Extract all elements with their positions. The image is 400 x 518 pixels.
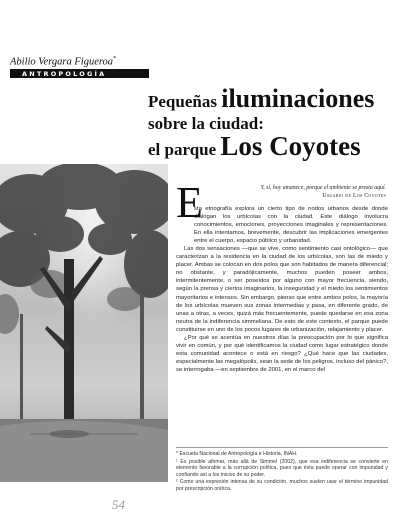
author-name: Abilio Vergara Figueroa* — [10, 56, 117, 68]
article-title: Pequeñas iluminaciones sobre la ciudad: el parque Los Coyotes — [148, 84, 375, 161]
paragraph: ¿Por qué se acentúa en nuestros días la preocupación por lo que significa vivir en común, y por qué identificamos la ciudad como lugar estratégico donde esta comunidad acontece o está en riesgo? ¿Qué hace que las ciudades, especialmente las megalópolis, sean la sede de los peligros, incluso del pánico?, se interrogaba —en septiembre de 2001, en el marco del — [176, 334, 388, 373]
paragraph: Las dos sensaciones —que se vive, como sentimiento casi ontológico— que caracterizan a la residencia en la ciudad de los urbícolas, son las de miedo y placer. Ambas se colocan en dos polos que son habitados de manera diferencial; no obstante, y paradójicamente, muchos pueden poseer ambos, intermitentemente, o ser poseídos por alguno con mayor frecuencia, siendo, según la prensa y ciertos imaginarios, la inseguridad y el miedo los sentimientos mayoritarios e intensos. Sin embargo, pienso que entre ambos polos, la mayoría de los urbícolas mueven sus zonas intermedias y pasa, en diferente grado, de unas a otras, a veces, quizá más frecuentemente, puede quedarse en esa zona neutra de la indiferencia simmeliana. De esto de este contexto, el parque puede constituirse en uno de los pocos lugares de urbanización, relajamiento y placer. — [176, 246, 388, 333]
section-label: ANTROPOLOGÍA — [22, 69, 107, 78]
article-body — [176, 205, 388, 374]
footnotes — [176, 447, 388, 494]
section-divider — [148, 69, 149, 78]
footnote: ¹ Es posible afirmar, más allá de Simmel (2002), que esa indiferencia se convierte en elemento favorable a la corrupción política, pues que ésta puede operar con impunidad y confiando así a los inicios de su poder. — [176, 458, 388, 478]
epigraph-source: Usuario de Los Coyotes — [322, 193, 386, 199]
epigraph — [186, 184, 386, 200]
drop-cap: E — [176, 178, 203, 227]
epigraph-quote: Y, sí, hoy amanece, porque el ambiente se presta aquí. — [260, 185, 386, 191]
footnote: * Escuela Nacional de Antropología e Historia, INAH. — [176, 451, 298, 457]
page-number: 54 — [112, 497, 125, 512]
park-photo — [0, 164, 168, 482]
paragraph: sta etnografía explora un cierto tipo de nodos urbanos desde donde dialogan los urbícolas con la ciudad. Este diálogo involucra conocimientos, emociones, proyecciones imaginales y representaciones. En ella intentamos, brevemente, descubrir las implicaciones emergentes entre el cuerpo, espacio público y urbanidad. — [194, 206, 388, 245]
footnote: ² Como una expresión intensa de su condición, muchos suelen usar el término impunidad por prescripción onírica. — [176, 479, 388, 492]
